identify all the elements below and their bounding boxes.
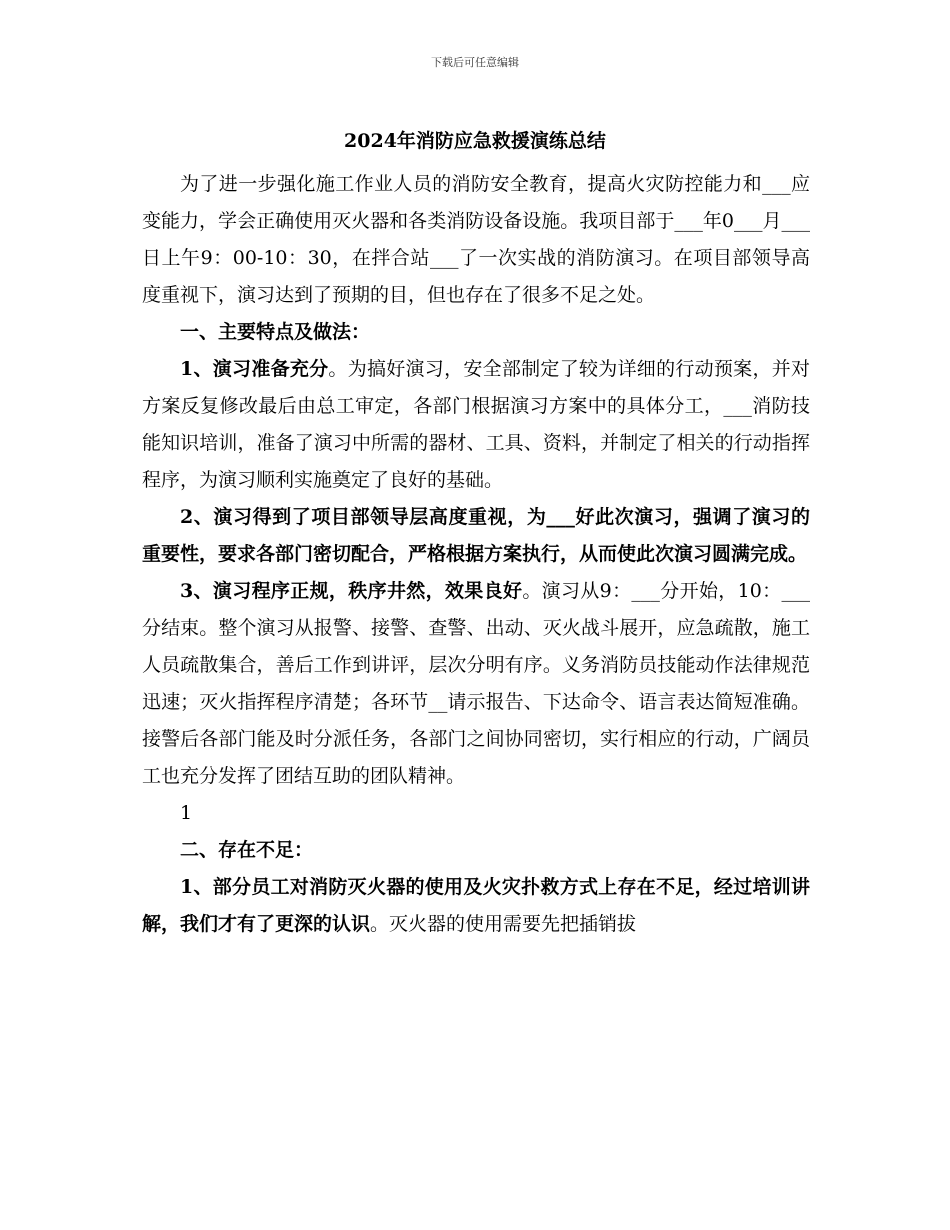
intro-paragraph: 为了进一步强化施工作业人员的消防安全教育，提高火灾防控能力和___应变能力，学会正确使用灭火器和各类消防设备设施。我项目部于___年0___月___日上午9：00-10：30，在拌合站___了一次实战的消防演习。在项目部领导高度重视下，演习达到了预期的目，但也存在了很多不足之处。 bbox=[142, 173, 810, 306]
paragraph-procedure bbox=[142, 573, 810, 795]
document-title: 2024年消防应急救援演练总结 bbox=[344, 130, 606, 152]
page-number: 1 bbox=[180, 802, 193, 824]
paragraph-extinguisher bbox=[142, 869, 810, 943]
paragraph-preparation-text: 。为搞好演习，安全部制定了较为详细的行动预案，并对方案反复修改最后由总工审定，各部门根据演习方案中的具体分工，___消防技能知识培训，准备了演习中所需的器材、工具、资料，并制定了相关的行动指挥程序，为演习顺利实施奠定了良好的基础。 bbox=[142, 358, 810, 491]
paragraph-extinguisher-text: 。灭火器的使用需要先把插销拔 bbox=[370, 913, 637, 935]
paragraph-procedure-text: 。演习从9：___分开始，10：___分结束。整个演习从报警、接警、查警、出动、灭火战斗展开，应急疏散，施工人员疏散集合，善后工作到讲评，层次分明有序。义务消防员技能动作法律规范迅速；灭火指挥程序清楚；各环节__请示报告、下达命令、语言表达简短准确。接警后各部门能及时分派任务，各部门之间协同密切，实行相应的行动，广阔员工也充分发挥了团结互助的团队精神。 bbox=[142, 580, 810, 787]
paragraph-extinguisher-lead: 1、部分员工对消防灭火器的使用及火灾扑救方式上存在不足，经过培训讲解，我们才有了更深的认识 bbox=[142, 876, 810, 935]
section-heading-features: 一、主要特点及做法： bbox=[180, 321, 371, 343]
paragraph-preparation-lead: 1、演习准备充分 bbox=[180, 358, 329, 380]
page-header: 下载后可任意编辑 bbox=[431, 56, 519, 69]
document-body bbox=[142, 166, 810, 943]
paragraph-preparation bbox=[142, 351, 810, 499]
paragraph-procedure-lead: 3、演习程序正规，秩序井然，效果良好 bbox=[180, 580, 523, 602]
section-heading-shortcomings: 二、存在不足： bbox=[180, 839, 314, 861]
paragraph-leadership: 2、演习得到了项目部领导层高度重视，为___好此次演习，强调了演习的重要性，要求各部门密切配合，严格根据方案执行，从而使此次演习圆满完成。 bbox=[142, 506, 810, 565]
